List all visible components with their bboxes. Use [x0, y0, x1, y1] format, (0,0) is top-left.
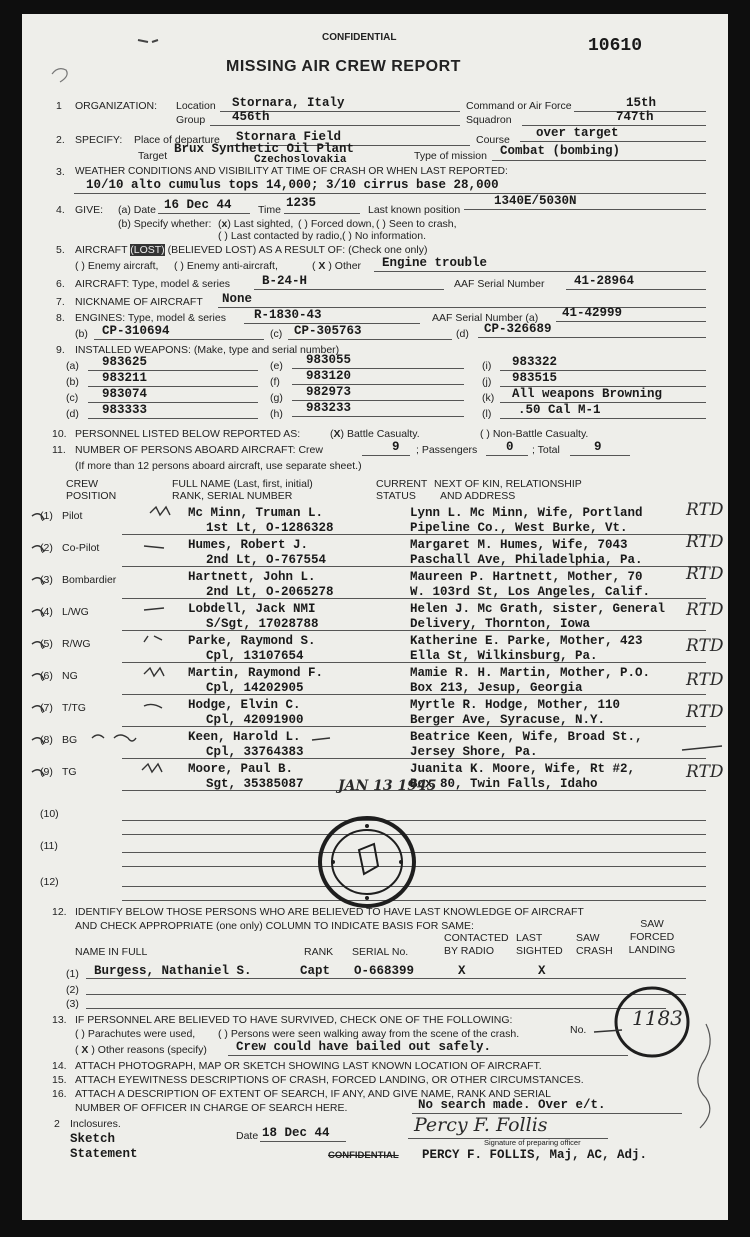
col-saw-crash-header: SAW CRASH	[576, 932, 613, 957]
parachutes-option: ( ) Parachutes were used,	[75, 1028, 196, 1040]
signature-caption: Signature of preparing officer	[484, 1138, 581, 1147]
aboard-label: NUMBER OF PERSONS ABOARD AIRCRAFT: Crew	[75, 444, 323, 456]
aircraft-type-value: B-24-H	[262, 274, 308, 288]
command-value: 15th	[626, 96, 657, 110]
weapon-l: .50 Cal M-1	[518, 403, 601, 417]
stamp-no-label: No.	[570, 1024, 587, 1036]
battle-casualty-option: (X) Battle Casualty.	[330, 428, 420, 440]
departure-value: Stornara Field	[236, 130, 342, 144]
weapon-i: 983322	[512, 355, 558, 369]
engines-label: ENGINES: Type, model & series	[75, 312, 226, 324]
engine-d-value: CP-326689	[484, 322, 552, 336]
report-title: MISSING AIR CREW REPORT	[226, 58, 461, 75]
kin-col-header: NEXT OF KIN, RELATIONSHIP	[434, 478, 582, 490]
mission-label: Type of mission	[414, 150, 487, 162]
engine-c-value: CP-305763	[294, 324, 362, 338]
attach-photo-instruction: ATTACH PHOTOGRAPH, MAP OR SKETCH SHOWING LAST KNOWN LOCATION OF AIRCRAFT.	[75, 1060, 542, 1072]
weapon-j: 983515	[512, 371, 558, 385]
date-value: 16 Dec 44	[164, 198, 232, 212]
organization-label: ORGANIZATION:	[75, 100, 158, 112]
opt-no-info: ( ) No information.	[342, 230, 427, 242]
course-label: Course	[476, 134, 510, 146]
attach-search-instruction: ATTACH A DESCRIPTION OF EXTENT OF SEARCH, IF ANY, AND GIVE NAME, RANK AND SERIAL	[75, 1088, 551, 1100]
weapon-f: 983120	[306, 369, 352, 383]
departure-label: Place of departure	[134, 134, 220, 146]
other-cause-value: Engine trouble	[382, 256, 488, 270]
date-prepared-label: Date	[236, 1130, 259, 1142]
weapons-label: INSTALLED WEAPONS: (Make, type and serial number)	[75, 344, 340, 356]
confidential-footer: CONFIDENTIAL	[328, 1150, 399, 1161]
report-number: 10610	[588, 36, 643, 56]
opt-forced-down: ( ) Forced down,	[298, 218, 375, 230]
report-sheet: CONFIDENTIAL 10610 MISSING AIR CREW REPORT 1 ORGANIZATION: Location Stornara, Italy Command or Air Force 15th Group 456th Squadron 747th 2. SPECIFY: Place of departure Stornara Field Course over target Target Brux Synthetic Oil Plant Czechoslovakia Type of mission Combat (bombing) 3. WEATHER CONDITIONS AND VISIBILITY AT TIME OF CRASH OR WHEN LAST REPORTED: 10/10 alto cumulus tops 14,000; 3/10 cirrus base 28,000 4. GIVE: (a) Date 16 Dec 44 Time 1235 Last known position 1340E/5030N (b) Specify whether: (x) Last sighted, ( ) Forced down, ( ) Seen to crash, ( ) Last contacted by radio, ( ) No information. 5. AIRCRAFT (LOST) (BELIEVED LOST) AS A RESULT OF: (Check one only) ( ) Enemy aircraft, ( ) Enemy anti-aircraft, ( X ) Other Engine trouble 6. AIRCRAFT: Type, model & series B-24-H AAF Serial Number 41-28964 7. NICKNAME OF AIRCRAFT None 8. ENGINES: Type, model & series R-1830-43 AAF Serial Number (a) 41-42999 (b) CP-310694 (c) CP-305763 (d) CP-326689 9. INSTALLED WEAPONS: (Make, type and serial number) (a) 983625 (b) 983211 (c) 983074 (d) 983333 (e) 983055 (f) 983120 (g) 982973 (h) 983233 (i) 983322 (j) 983515 (k) All weapons Browning (l) .50 Cal M-1 10. PERSONNEL LISTED BELOW REPORTED AS: (X) Battle Casualty. ( ) Non-Battle Casualty. 11. NUMBER OF PERSONS ABOARD AIRCRAFT: Crew 9 ; Passengers 0 ; Total 9 (If more than 12 persons aboard aircraft, use separate sheet.) CREW POSITION FULL NAME (Last, first, initial) RANK, SERIAL NUMBER CURRENT STATUS NEXT OF KIN, RELATIONSHIP AND ADDRESS (1) Pilot Mc Minn, Truman L. 1st Lt, O-1286328 Lynn L. Mc Minn, Wife, Portland Pipeline Co., West Burke, Vt. RTD (2) Co-Pilot Humes, Robert J. 2nd Lt, O-767554 Margaret M. Humes, Wife, 7043 Paschall Ave, Philadelphia, Pa. RTD (3) Bombardier Hartnett, John L. 2nd Lt, O-2065278 Maureen P. Hartnett, Mother, 70 W. 103rd St, Los Angeles, Calif. RTD (4) L/WG Lobdell, Jack NMI S/Sgt, 17028788 Helen J. Mc Grath, sister, General Delivery, Thornton, Iowa RTD (5) R/WG Parke, Raymond S. Cpl, 13107654 Katherine E. Parke, Mother, 423 Ella St, Wilkinsburg, Pa. RTD (6) NG Martin, Raymond F. Cpl, 14202905 Mamie R. H. Martin, Mother, P.O. Box 213, Jesup, Georgia RTD (7) T/TG Hodge, Elvin C. Cpl, 42091900 Myrtle R. Hodge, Mother, 110 Berger Ave, Syracuse, N.Y. RTD (8) BG Keen, Harold L. Cpl, 33764383 Beatrice Keen, Wife, Broad St., Jersey Shore, Pa. (9) TG Moore, Paul B. Sgt, 35385087 Juanita K. Moore, Wife, Rt #2, Box 80, Twin Falls, Idaho RTD JAN 13 1945 (10) (11) (12) 12. IDENTIFY BELOW THOSE PERSONS WHO ARE BELIEVED TO HAVE LAST KNOWLEDGE OF AIRCRAFT AND CHECK APPROPRIATE (one only) COLUMN TO INDICATE BASIS FOR SAME: NAME IN FULL RANK SERIAL No. CONTACTED BY RADIO LAST SIGHTED SAW CRASH SAW FORCED LANDING (1) Burgess, Nathaniel S. Capt O-668399 X X (2) (3) 13. IF PERSONNEL ARE BELIEVED TO HAVE SURVIVED, CHECK ONE OF THE FOLLOWING: ( ) Parachutes were used, ( ) Persons were seen walking away from the scene of the crash. ( X ) Other reasons (specify) Crew could have bailed out safely. 14. ATTACH PHOTOGRAPH, MAP OR SKETCH SHOWING LAST KNOWN LOCATION OF AIRCRAFT. 15. ATTACH EYEWITNESS DESCRIPTIONS OF CRASH, FORCED LANDING, OR OTHER CIRCUMSTANCES. 16. ATTACH A DESCRIPTION OF EXTENT OF SEARCH, IF ANY, AND GIVE NAME, RANK AND SERIAL NUMBER OF OFFICER IN CHARGE OF SEARCH HERE. No search made. Over e/t. No. 1183 2 Inclosures. Sketch Statement Date 18 Dec 44 Percy F. Follis Signature of preparing officer CONFIDENTIAL PERCY F. FOLLIS, Maj, AC, Adj.	[22, 14, 728, 1220]
position-value: 1340E/5030N	[494, 194, 577, 208]
location-value: Stornara, Italy	[232, 96, 345, 110]
survived-label: IF PERSONNEL ARE BELIEVED TO HAVE SURVIVED, CHECK ONE OF THE FOLLOWING:	[75, 1014, 513, 1026]
blank-row-10: (10)	[40, 808, 59, 820]
address-col-header: AND ADDRESS	[440, 490, 516, 502]
weather-value: 10/10 alto cumulus tops 14,000; 3/10 cirrus base 28,000	[86, 178, 499, 192]
position-col-header: POSITION	[66, 490, 117, 502]
inclosure-statement: Statement	[70, 1147, 138, 1161]
weapon-b: 983211	[102, 371, 148, 385]
time-value: 1235	[286, 196, 317, 210]
engine-b-value: CP-310694	[102, 324, 170, 338]
specify-label: SPECIFY:	[75, 134, 123, 146]
walking-option: ( ) Persons were seen walking away from the scene of the crash.	[218, 1028, 520, 1040]
engine-a-value: 41-42999	[562, 306, 623, 320]
col-contacted-header: CONTACTED BY RADIO	[444, 932, 509, 957]
engines-serial-label: AAF Serial Number (a)	[432, 312, 539, 324]
non-battle-option: ( ) Non-Battle Casualty.	[480, 428, 589, 440]
confidential-header: CONFIDENTIAL	[322, 32, 397, 43]
nickname-label: NICKNAME OF AIRCRAFT	[75, 296, 203, 308]
officer-name-title: PERCY F. FOLLIS, Maj, AC, Adj.	[422, 1148, 648, 1162]
pencil-annotations	[22, 14, 728, 1220]
aircraft-cause-label: AIRCRAFT (LOST) (BELIEVED LOST) AS A RESULT OF: (Check one only)	[75, 244, 428, 256]
aircraft-serial-label: AAF Serial Number	[454, 278, 545, 290]
received-date-stamp: JAN 13 1945	[338, 778, 437, 794]
other-reasons-value: Crew could have bailed out safely.	[236, 1040, 492, 1054]
weapon-k: All weapons Browning	[512, 387, 663, 401]
other-cause-option: ( X ) Other	[312, 260, 362, 272]
give-label: GIVE:	[75, 204, 104, 216]
crew-col-header: CREW	[66, 478, 99, 490]
command-label: Command or Air Force	[466, 100, 572, 112]
passenger-count: 0	[506, 440, 514, 454]
blank-row-11: (11)	[40, 840, 58, 852]
col-saw-forced-header: SAW FORCED LANDING	[628, 918, 676, 956]
identify-label-1: IDENTIFY BELOW THOSE PERSONS WHO ARE BELIEVED TO HAVE LAST KNOWLEDGE OF AIRCRAFT	[75, 906, 584, 918]
col-serial-header: SERIAL No.	[352, 946, 409, 958]
inclosure-sketch: Sketch	[70, 1132, 116, 1146]
name-col-header: FULL NAME (Last, first, initial)	[172, 478, 313, 490]
weapon-h: 983233	[306, 401, 352, 415]
inclosures-count: 2	[54, 1118, 60, 1130]
blank-row-12: (12)	[40, 876, 59, 888]
location-label: Location	[176, 100, 216, 112]
witness-serial: O-668399	[354, 964, 415, 978]
witness-contacted-mark: X	[458, 964, 466, 978]
search-officer-instruction: NUMBER OF OFFICER IN CHARGE OF SEARCH HERE.	[75, 1102, 348, 1114]
mission-value: Combat (bombing)	[500, 144, 621, 158]
identify-label-2: AND CHECK APPROPRIATE (one only) COLUMN TO INDICATE BASIS FOR SAME:	[75, 920, 474, 932]
witness-rank: Capt	[300, 964, 331, 978]
weather-label: WEATHER CONDITIONS AND VISIBILITY AT TIME OF CRASH OR WHEN LAST REPORTED:	[75, 166, 508, 177]
opt-last-radio: ( ) Last contacted by radio,	[218, 230, 343, 242]
weapon-g: 982973	[306, 385, 352, 399]
opt-last-sighted: (x) Last sighted,	[218, 218, 294, 230]
rank-col-header: RANK, SERIAL NUMBER	[172, 490, 293, 502]
aircraft-serial-value: 41-28964	[574, 274, 635, 288]
file-number-stamp: 1183	[632, 1006, 683, 1030]
col-last-sighted-header: LAST SIGHTED	[516, 932, 563, 957]
witness-sighted-mark: X	[538, 964, 546, 978]
course-value: over target	[536, 126, 619, 140]
engines-type-value: R-1830-43	[254, 308, 322, 322]
position-label: Last known position	[368, 204, 461, 216]
aircraft-label: AIRCRAFT: Type, model & series	[75, 278, 231, 290]
total-label: ; Total	[532, 444, 560, 456]
col-rank-header: RANK	[304, 946, 334, 958]
other-reasons-option: ( X ) Other reasons (specify)	[75, 1044, 207, 1056]
personnel-label: PERSONNEL LISTED BELOW REPORTED AS:	[75, 428, 301, 440]
weapon-e: 983055	[306, 353, 352, 367]
officer-signature: Percy F. Follis	[414, 1114, 548, 1136]
date-prepared-value: 18 Dec 44	[262, 1126, 330, 1140]
group-label: Group	[176, 114, 206, 126]
target-value: Brux Synthetic Oil Plant	[174, 142, 355, 156]
crew-count: 9	[392, 440, 400, 454]
attach-eyewitness-instruction: ATTACH EYEWITNESS DESCRIPTIONS OF CRASH, FORCED LANDING, OR OTHER CIRCUMSTANCES.	[75, 1074, 584, 1086]
aboard-note: (If more than 12 persons aboard aircraft, use separate sheet.)	[75, 460, 362, 472]
search-value: No search made. Over e/t.	[418, 1098, 606, 1112]
weapon-d: 983333	[102, 403, 148, 417]
enemy-aa-option: ( ) Enemy anti-aircraft,	[174, 260, 278, 272]
opt-seen-crash: ( ) Seen to crash,	[376, 218, 457, 230]
enemy-aircraft-option: ( ) Enemy aircraft,	[75, 260, 159, 272]
date-label: (a) Date	[118, 204, 156, 216]
time-label: Time	[258, 204, 281, 216]
total-count: 9	[594, 440, 602, 454]
specify-whether: (b) Specify whether:	[118, 218, 212, 230]
squadron-value: 747th	[616, 110, 654, 124]
col-name-header: NAME IN FULL	[75, 946, 148, 958]
passengers-label: ; Passengers	[416, 444, 478, 456]
target-label: Target	[138, 150, 168, 162]
current-col-header: CURRENT	[376, 478, 428, 490]
group-value: 456th	[232, 110, 270, 124]
weapon-a: 983625	[102, 355, 148, 369]
squadron-label: Squadron	[466, 114, 512, 126]
status-col-header: STATUS	[376, 490, 416, 502]
witness-name: Burgess, Nathaniel S.	[94, 964, 252, 978]
nickname-value: None	[222, 292, 253, 306]
weapon-c: 983074	[102, 387, 148, 401]
target-country: Czechoslovakia	[254, 154, 347, 166]
inclosures-label: Inclosures.	[70, 1118, 121, 1130]
